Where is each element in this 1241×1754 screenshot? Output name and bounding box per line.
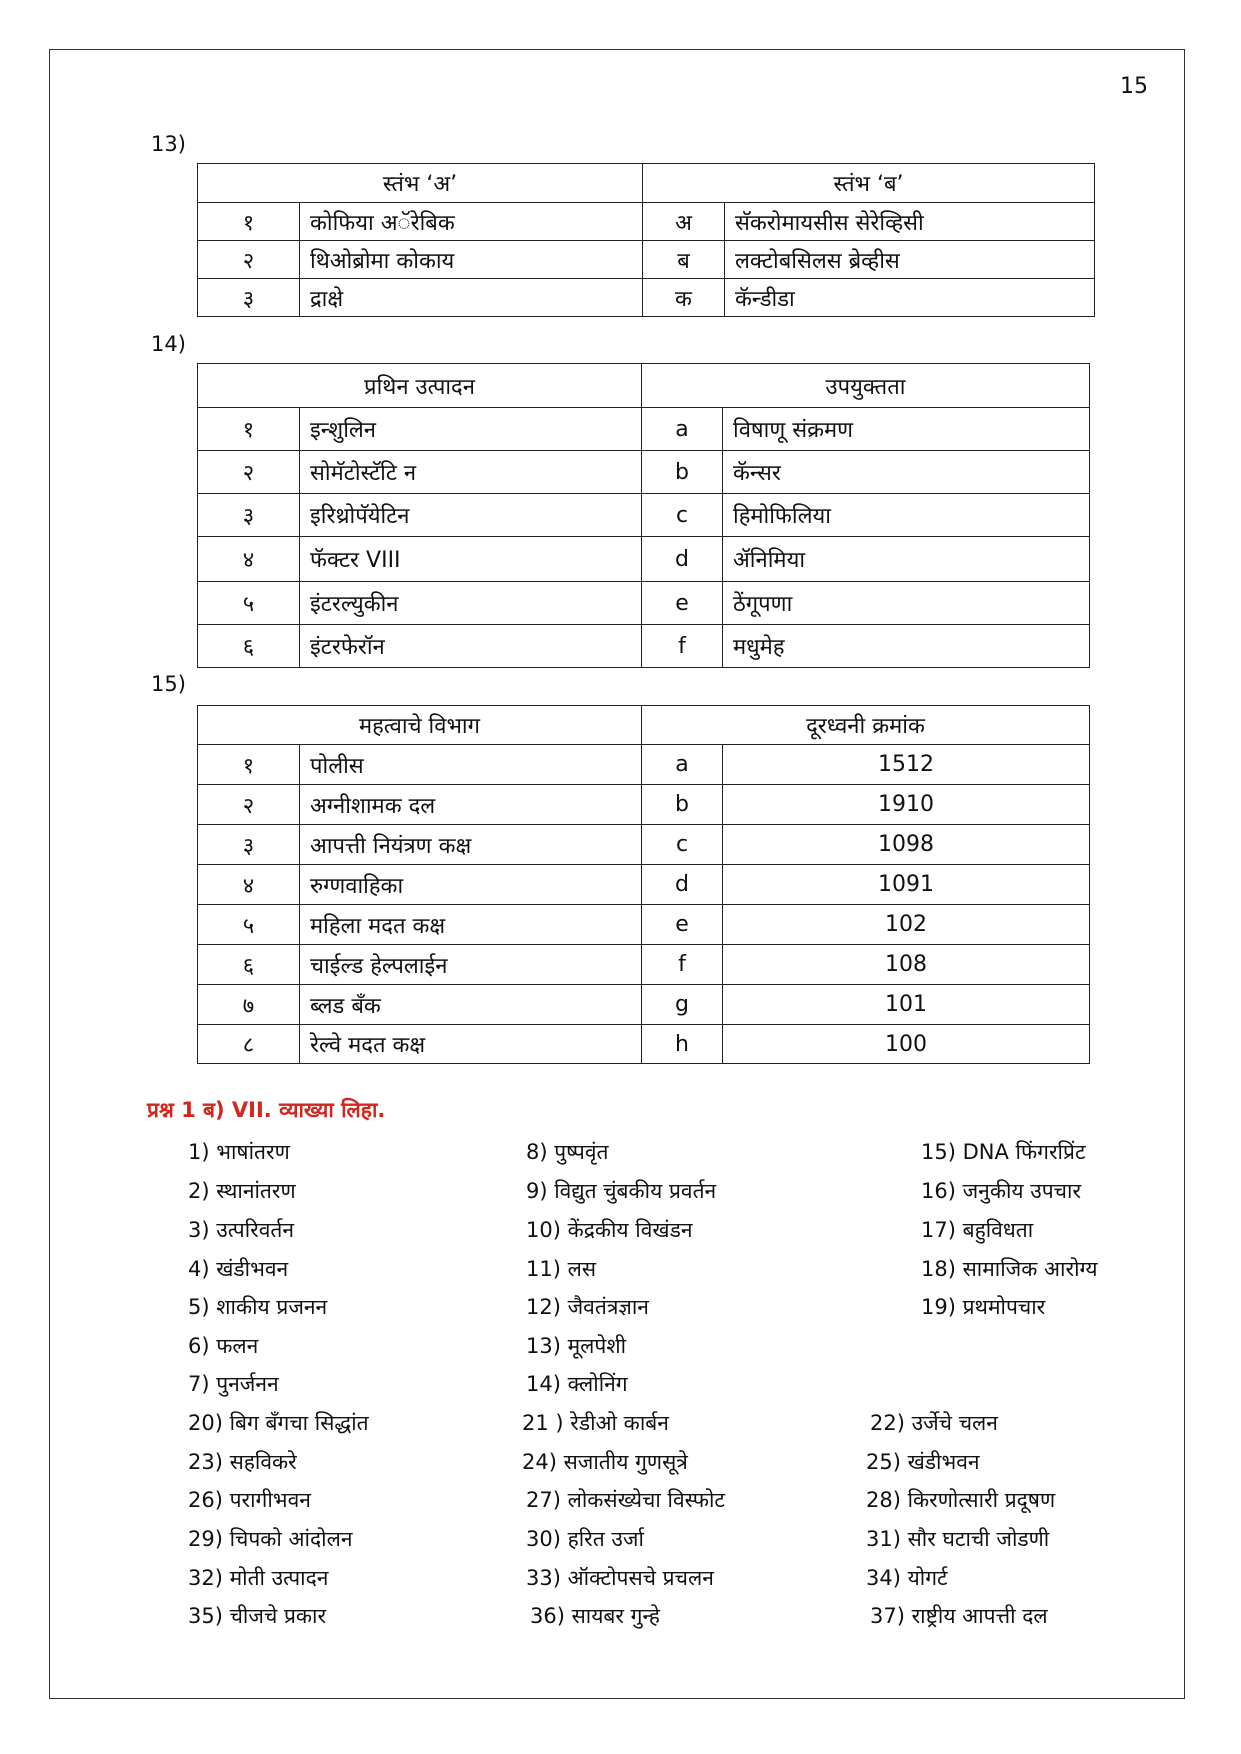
table-cell: विषाणू संक्रमण [723, 408, 1090, 451]
definition-item: 5) शाकीय प्रजनन [188, 1295, 328, 1319]
table-cell: ब्लड बँक [300, 985, 642, 1025]
table-cell: सॅकरोमायसीस सेरेव्हिसी [725, 203, 1095, 241]
definition-item: 36) सायबर गुन्हे [530, 1604, 660, 1628]
table-cell: रेल्वे मदत कक्ष [300, 1025, 642, 1064]
definition-item: 37) राष्ट्रीय आपत्ती दल [870, 1604, 1048, 1628]
table-cell: फॅक्टर VIII [300, 537, 642, 582]
table-cell: h [642, 1025, 723, 1064]
table-cell: पोलीस [300, 745, 642, 785]
table-cell: a [642, 408, 723, 451]
definition-item: 23) सहविकरे [188, 1450, 297, 1474]
table-cell: आपत्ती नियंत्रण कक्ष [300, 825, 642, 865]
table-cell: e [642, 905, 723, 945]
definition-item: 30) हरित उर्जा [526, 1527, 644, 1551]
q15-match-table [197, 705, 1090, 1064]
q14-match-table [197, 363, 1090, 668]
table-cell: 100 [723, 1025, 1090, 1064]
table-cell: 108 [723, 945, 1090, 985]
question-15-label: 15) [151, 672, 186, 696]
question-14-label: 14) [151, 332, 186, 356]
definition-item: 6) फलन [188, 1334, 259, 1358]
table-cell: ३ [198, 825, 300, 865]
table-cell: अ [643, 203, 725, 241]
table-cell: इन्शुलिन [300, 408, 642, 451]
table-cell: रुग्णवाहिका [300, 865, 642, 905]
definition-item: 24) सजातीय गुणसूत्रे [522, 1450, 688, 1474]
q15-header-department: महत्वाचे विभाग [198, 706, 642, 745]
definition-item: 16) जनुकीय उपचार [921, 1179, 1082, 1203]
q15-header-phone: दूरध्वनी क्रमांक [642, 706, 1090, 745]
table-cell: 1091 [723, 865, 1090, 905]
table-cell: लक्टोबसिलस ब्रेव्हीस [725, 241, 1095, 279]
definition-item: 2) स्थानांतरण [188, 1179, 296, 1203]
definition-item: 1) भाषांतरण [188, 1140, 290, 1164]
definition-item: 28) किरणोत्सारी प्रदूषण [866, 1488, 1056, 1512]
table-cell: कॅन्सर [723, 451, 1090, 494]
table-cell: c [642, 494, 723, 537]
table-cell: इरिथ्रोपॅयेटिन [300, 494, 642, 537]
table-cell: ४ [198, 865, 300, 905]
definition-item: 14) क्लोनिंग [526, 1372, 628, 1396]
table-cell: १ [198, 745, 300, 785]
table-cell: 102 [723, 905, 1090, 945]
definition-item: 21 ) रेडीओ कार्बन [522, 1411, 669, 1435]
table-cell: महिला मदत कक्ष [300, 905, 642, 945]
table-cell: e [642, 582, 723, 625]
table-cell: ८ [198, 1025, 300, 1064]
q13-header-b: स्तंभ ‘ब’ [643, 164, 1095, 203]
table-cell: f [642, 945, 723, 985]
q13-header-a: स्तंभ ‘अ’ [198, 164, 643, 203]
definition-item: 33) ऑक्टोपसचे प्रचलन [526, 1566, 714, 1590]
table-cell: हिमोफिलिया [723, 494, 1090, 537]
definition-item: 4) खंडीभवन [188, 1257, 289, 1281]
table-cell: 1512 [723, 745, 1090, 785]
table-cell: थिओब्रोमा कोकाय [300, 241, 643, 279]
table-cell: २ [198, 241, 300, 279]
definition-item: 25) खंडीभवन [866, 1450, 980, 1474]
definition-item: 9) विद्युत चुंबकीय प्रवर्तन [526, 1179, 717, 1203]
definition-item: 18) सामाजिक आरोग्य [921, 1257, 1098, 1281]
q14-header-product: प्रथिन उत्पादन [198, 364, 642, 408]
definition-item: 35) चीजचे प्रकार [188, 1604, 327, 1628]
table-cell: सोमॅटोस्टॅटि न [300, 451, 642, 494]
page-number: 15 [1120, 74, 1148, 99]
question-13-label: 13) [151, 132, 186, 156]
definition-item: 12) जैवतंत्रज्ञान [526, 1295, 649, 1319]
definition-item: 17) बहुविधता [921, 1218, 1034, 1242]
table-cell: इंटरफेरॉन [300, 625, 642, 668]
definition-item: 3) उत्परिवर्तन [188, 1218, 295, 1242]
definition-item: 22) उर्जेचे चलन [870, 1411, 998, 1435]
table-cell: ब [643, 241, 725, 279]
definition-item: 29) चिपको आंदोलन [188, 1527, 353, 1551]
table-cell: ५ [198, 582, 300, 625]
table-cell: d [642, 865, 723, 905]
table-cell: ६ [198, 945, 300, 985]
definition-item: 26) परागीभवन [188, 1488, 311, 1512]
table-cell: मधुमेह [723, 625, 1090, 668]
definition-item: 20) बिग बँगचा सिद्धांत [188, 1411, 369, 1435]
table-cell: ३ [198, 279, 300, 317]
table-cell: क [643, 279, 725, 317]
table-cell: इंटरल्युकीन [300, 582, 642, 625]
definition-item: 34) योगर्ट [866, 1566, 948, 1590]
table-cell: चाईल्ड हेल्पलाईन [300, 945, 642, 985]
table-cell: १ [198, 408, 300, 451]
definition-item: 11) लस [526, 1257, 597, 1281]
table-cell: 101 [723, 985, 1090, 1025]
definition-item: 32) मोती उत्पादन [188, 1566, 329, 1590]
definition-item: 10) केंद्रकीय विखंडन [526, 1218, 693, 1242]
definition-item: 31) सौर घटाची जोडणी [866, 1527, 1050, 1551]
table-cell: ॲनिमिया [723, 537, 1090, 582]
table-cell: २ [198, 785, 300, 825]
table-cell: द्राक्षे [300, 279, 643, 317]
table-cell: ३ [198, 494, 300, 537]
table-cell: 1098 [723, 825, 1090, 865]
table-cell: a [642, 745, 723, 785]
table-cell: 1910 [723, 785, 1090, 825]
table-cell: कॅन्डीडा [725, 279, 1095, 317]
table-cell: ७ [198, 985, 300, 1025]
table-cell: ४ [198, 537, 300, 582]
definition-item: 19) प्रथमोपचार [921, 1295, 1046, 1319]
table-cell: २ [198, 451, 300, 494]
section-heading: प्रश्न 1 ब) VII. व्याख्या लिहा. [147, 1098, 386, 1122]
definition-item: 8) पुष्पवृंत [526, 1140, 609, 1164]
table-cell: ६ [198, 625, 300, 668]
table-cell: g [642, 985, 723, 1025]
table-cell: अग्नीशामक दल [300, 785, 642, 825]
definition-item: 13) मूलपेशी [526, 1334, 627, 1358]
table-cell: ५ [198, 905, 300, 945]
table-cell: f [642, 625, 723, 668]
table-cell: b [642, 785, 723, 825]
definition-item: 27) लोकसंख्येचा विस्फोट [526, 1488, 726, 1512]
table-cell: b [642, 451, 723, 494]
q14-header-use: उपयुक्तता [642, 364, 1090, 408]
definition-item: 7) पुनर्जनन [188, 1372, 279, 1396]
table-cell: १ [198, 203, 300, 241]
q13-match-table [197, 163, 1095, 317]
table-cell: कोफिया अॅरेबिक [300, 203, 643, 241]
table-cell: c [642, 825, 723, 865]
table-cell: d [642, 537, 723, 582]
definition-item: 15) DNA फिंगरप्रिंट [921, 1140, 1086, 1164]
table-cell: ठेंगूपणा [723, 582, 1090, 625]
